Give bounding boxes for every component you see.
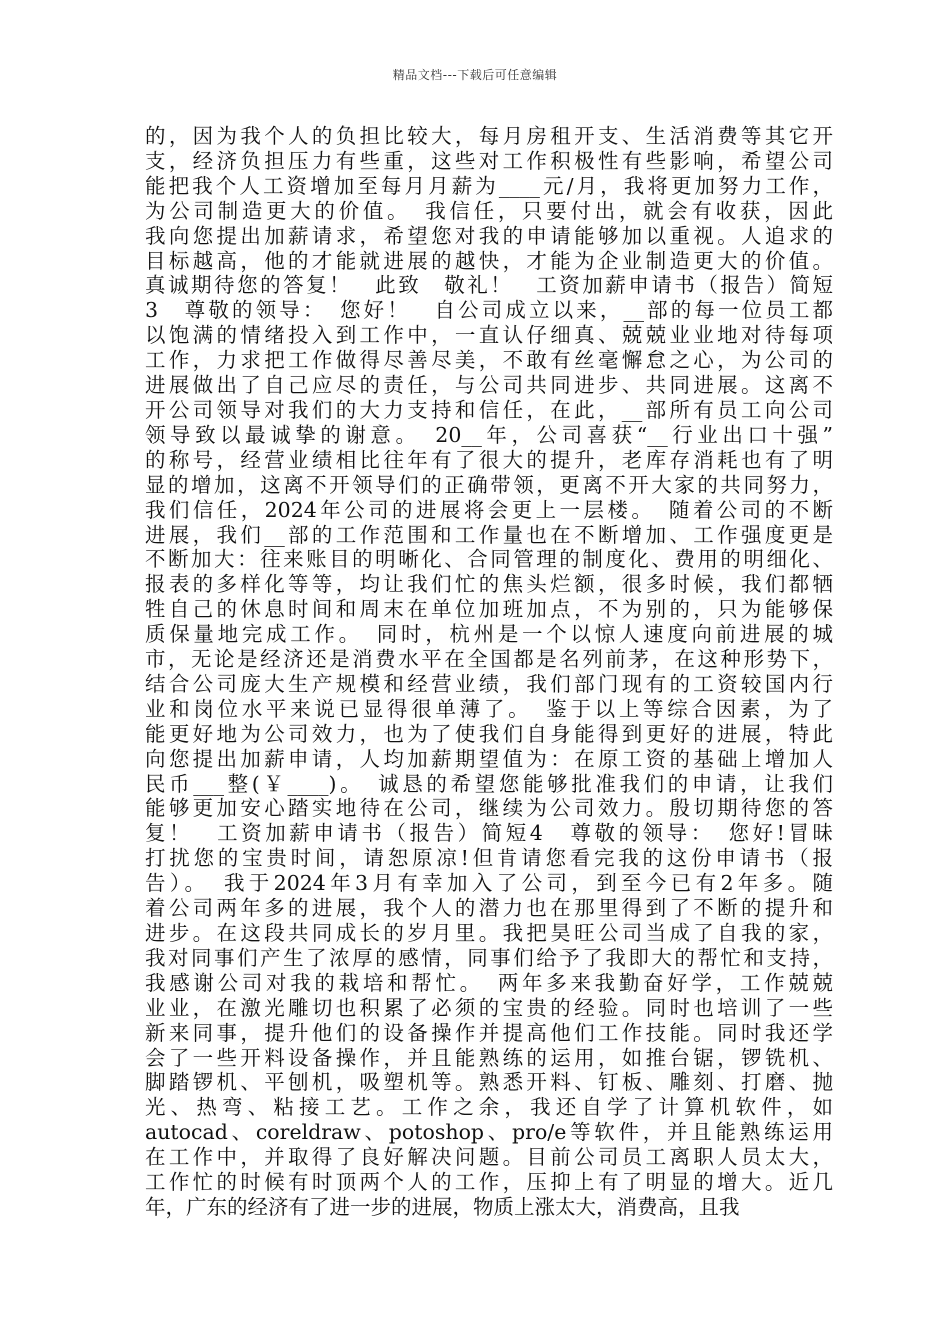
body-line: 不断加大：往来账目的明晰化、合同管理的制度化、费用的明细化、 <box>145 547 833 572</box>
body-line: 告）。 我于2024年3月有幸加入了公司，到至今已有2年多。随 <box>145 871 833 896</box>
body-line: 工作，力求把工作做得尽善尽美，不敢有丝毫懈怠之心，为公司的 <box>145 348 833 373</box>
body-line: 向您提出加薪申请，人均加薪期望值为：在原工资的基础上增加人 <box>145 746 833 771</box>
body-line: 民币___整(￥____)。 诚恳的希望您能够批准我们的申请，让我们 <box>145 771 833 796</box>
body-line: 市，无论是经济还是消费水平在全国都是名列前茅，在这种形势下， <box>145 647 833 672</box>
body-line: 能够更加安心踏实地待在公司，继续为公司效力。殷切期待您的答 <box>145 796 833 821</box>
body-line: 打扰您的宝贵时间，请恕原凉!但肯请您看完我的这份申请书（报 <box>145 846 833 871</box>
body-line: 的，因为我个人的负担比较大，每月房租开支、生活消费等其它开 <box>145 124 833 148</box>
body-line: 领导致以最诚挚的谢意。 20__年，公司喜获“__行业出口十强” <box>145 422 833 447</box>
body-line: 脚踏锣机、平刨机，吸塑机等。熟悉开料、钉板、雕刻、打磨、抛 <box>145 1070 833 1095</box>
body-line: 我感谢公司对我的栽培和帮忙。 两年多来我勤奋好学，工作兢兢 <box>145 970 833 995</box>
body-line: 结合公司庞大生产规模和经营业绩，我们部门现有的工资较国内行 <box>145 671 833 696</box>
body-line: 质保量地完成工作。 同时，杭州是一个以惊人速度向前进展的城 <box>145 622 833 647</box>
body-line: 在工作中，并取得了良好解决问题。目前公司员工离职人员太大， <box>145 1145 833 1170</box>
body-text <box>145 124 833 1220</box>
page-header: 精品文档---下载后可任意编辑 <box>392 68 558 82</box>
body-line: 会了一些开料设备操作，并且能熟练的运用，如推台锯，锣铣机、 <box>145 1045 833 1070</box>
body-line: 目标越高，他的才能就进展的越快，才能为企业制造更大的价值。 <box>145 248 833 273</box>
body-line: 能把我个人工资增加至每月月薪为____元/月，我将更加努力工作， <box>145 173 833 198</box>
body-line: 报表的多样化等等，均让我们忙的焦头烂额，很多时候，我们都牺 <box>145 572 833 597</box>
body-line: 年，广东的经济有了进一步的进展，物质上涨太大，消费高，且我 <box>145 1194 740 1219</box>
body-line: 进步。在这段共同成长的岁月里。我把昊旺公司当成了自我的家， <box>145 921 833 945</box>
body-line: 牲自己的休息时间和周末在单位加班加点，不为别的，只为能够保 <box>145 597 833 622</box>
body-line: 以饱满的情绪投入到工作中，一直认仔细真、兢兢业业地对待每项 <box>145 323 833 348</box>
body-line: 我向您提出加薪请求，希望您对我的申请能够加以重视。人追求的 <box>145 223 833 248</box>
body-line: 复！ 工资加薪申请书（报告）简短4 尊敬的领导： 您好!冒昧 <box>145 821 833 846</box>
body-line: 业业，在激光雕切也积累了必须的宝贵的经验。同时也培训了一些 <box>145 995 833 1020</box>
body-line: 着公司两年多的进展，我个人的潜力也在那里得到了不断的提升和 <box>145 896 833 921</box>
body-line: 为公司制造更大的价值。 我信任，只要付出，就会有收获，因此 <box>145 198 833 223</box>
body-line: 我们信任，2024年公司的进展将会更上一层楼。 随着公司的不断 <box>145 497 833 522</box>
body-line: 能更好地为公司效力，也为了使我们自身能得到更好的进展，特此 <box>145 721 833 746</box>
body-line: 业和岗位水平来说已显得很单薄了。 鉴于以上等综合因素，为了 <box>145 696 833 721</box>
body-line: 光、热弯、粘接工艺。工作之余，我还自学了计算机软件，如 <box>145 1095 833 1120</box>
body-line: 的称号，经营业绩相比往年有了很大的提升，老库存消耗也有了明 <box>145 447 833 472</box>
body-line: 进展，我们__部的工作范围和工作量也在不断增加、工作强度更是 <box>145 522 833 547</box>
body-line: autocad、coreldraw、potoshop、pro/e等软件，并且能熟练运用 <box>145 1120 833 1145</box>
body-line: 开公司领导对我们的大力支持和信任，在此，__部所有员工向公司 <box>145 397 833 422</box>
body-line: 3 尊敬的领导： 您好！ 自公司成立以来，__部的每一位员工都 <box>145 298 833 323</box>
body-line: 工作忙的时候有时顶两个人的工作，压抑上有了明显的增大。近几 <box>145 1170 833 1195</box>
body-line: 真诚期待您的答复！ 此致 敬礼！ 工资加薪申请书（报告）简短 <box>145 273 833 298</box>
body-line: 支，经济负担压力有些重，这些对工作积极性有些影响，希望公司 <box>145 148 833 173</box>
body-line: 进展做出了自己应尽的责任，与公司共同进步、共同进展。这离不 <box>145 373 833 398</box>
body-line: 新来同事，提升他们的设备操作并提高他们工作技能。同时我还学 <box>145 1020 833 1045</box>
body-line: 我对同事们产生了浓厚的感情，同事们给予了我即大的帮忙和支持， <box>145 945 833 970</box>
body-line: 显的增加，这离不开领导们的正确带领，更离不开大家的共同努力， <box>145 472 833 497</box>
